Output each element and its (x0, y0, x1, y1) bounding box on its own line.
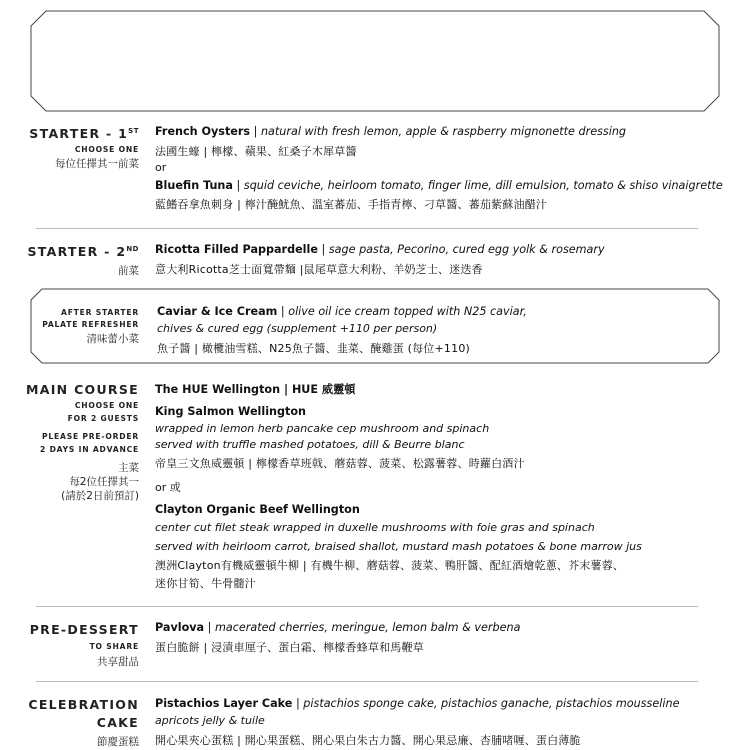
dish-name: French Oysters (155, 125, 251, 138)
dish-desc: natural with fresh lemon, apple & raspberry mignonette dressing (260, 125, 627, 138)
main-zh-3: (請於2日前預訂) (61, 490, 139, 502)
celebration-dish: Pistachios Layer Cake | pistachios sponge cake, pistachios ganache, pistachios mousseline (155, 697, 680, 710)
main-dish2-zh-1: 澳洲Clayton有機威靈頓牛柳 | 有機牛柳、蘑菇蓉、菠菜、鴨肝醬、配紅酒燴乾蔥、芥末薯蓉、 (155, 559, 625, 572)
divider (36, 606, 698, 607)
divider (36, 681, 698, 682)
starter2-dish: Ricotta Filled Pappardelle | sage pasta, Pecorino, cured egg yolk & rosemary (155, 243, 605, 256)
predessert-zh: 共享甜品 (97, 656, 139, 668)
predessert-sub: TO SHARE (89, 642, 139, 651)
dish-name: Bluefin Tuna (155, 179, 233, 192)
starter1-title: STARTER - 1ST (29, 126, 139, 141)
refresher-title-2: PALATE REFRESHER (42, 320, 139, 329)
celebration-zh: 節慶蛋糕 (97, 736, 139, 748)
main-dish2-desc-2: served with heirloom carrot, braised shallot, mustard mash potatoes & bone marrow jus (155, 540, 642, 553)
predessert-title: PRE-DESSERT (29, 622, 139, 637)
main-dish2-desc-1: center cut filet steak wrapped in duxelle mushrooms with foie gras and spinach (155, 521, 595, 534)
main-dish1-name: King Salmon Wellington (155, 405, 307, 418)
main-zh-1: 主菜 (118, 462, 139, 474)
main-title: MAIN COURSE (26, 382, 139, 397)
dish-desc: olive oil ice cream topped with N25 caviar, (288, 305, 527, 318)
starter1-dish1: French Oysters | natural with fresh lemon, apple & raspberry mignonette dressing (155, 125, 627, 138)
celebration-dish-zh: 開心果夾心蛋糕 | 開心果蛋糕、開心果白朱古力醬、開心果忌廉、杏脯啫喱、蛋白薄脆 (155, 734, 581, 747)
main-zh-2: 每2位任擇其一 (69, 476, 139, 488)
starter1-or: or (155, 161, 167, 174)
main-sub-1: CHOOSE ONE (74, 401, 139, 410)
refresher-dish-zh: 魚子醬 | 橄欖油雪糕、N25魚子醬、韭菜、醃雞蛋 (每位+110) (157, 342, 471, 355)
dish-desc: macerated cherries, meringue, lemon balm & verbena (215, 621, 521, 634)
starter1-dish2-zh: 藍鰭吞拿魚刺身 | 檸汁醃魷魚、溫室蕃茄、手指青檸、刁草醬、蕃茄紫蘇油醋汁 (155, 198, 548, 211)
refresher-desc-2: chives & cured egg (supplement +110 per person) (157, 322, 438, 335)
main-heading: The HUE Wellington | HUE 威靈頓 (155, 383, 356, 396)
main-sub-4: 2 DAYS IN ADVANCE (40, 445, 139, 454)
main-sub-2: FOR 2 GUESTS (67, 414, 139, 423)
dish-name: Pavlova (155, 621, 205, 634)
predessert-dish-zh: 蛋白脆餅 | 浸漬車厘子、蛋白霜、檸檬香蜂草和馬鞭草 (155, 641, 424, 654)
main-dish1-desc-1: wrapped in lemon herb pancake cep mushroom and spinach (155, 422, 490, 435)
starter1-zh: 每位任擇其一前菜 (55, 158, 139, 170)
main-sub-3: PLEASE PRE-ORDER (42, 432, 139, 441)
starter2-dish-zh: 意大利Ricotta芝士面寬帶麵 |鼠尾草意大利粉、羊奶芝士、迷迭香 (155, 263, 483, 276)
header-frame (30, 10, 720, 112)
starter1-dish2: Bluefin Tuna | squid ceviche, heirloom tomato, finger lime, dill emulsion, tomato & shiso vinaigrette (155, 179, 723, 192)
celebration-title-2: CAKE (96, 715, 139, 730)
starter2-zh: 前菜 (118, 265, 139, 277)
refresher-dish: Caviar & Ice Cream | olive oil ice cream topped with N25 caviar, (157, 305, 527, 318)
predessert-dish: Pavlova | macerated cherries, meringue, lemon balm & verbena (155, 621, 521, 634)
main-dish2-name: Clayton Organic Beef Wellington (155, 503, 360, 516)
dish-name: Pistachios Layer Cake (155, 697, 293, 710)
main-dish1-desc-2: served with truffle mashed potatoes, dill & Beurre blanc (155, 438, 465, 451)
starter1-sub: CHOOSE ONE (74, 145, 139, 154)
dish-name: Caviar & Ice Cream (157, 305, 278, 318)
starter1-dish1-zh: 法國生蠔 | 檸檬、蘋果、紅桑子木犀草醬 (155, 145, 357, 158)
starter2-title: STARTER - 2ND (27, 244, 139, 259)
refresher-title-1: AFTER STARTER (61, 308, 139, 317)
celebration-title-1: CELEBRATION (28, 697, 139, 712)
dish-desc: pistachios sponge cake, pistachios ganache, pistachios mousseline (303, 697, 680, 710)
refresher-zh: 清味蕾小菜 (86, 333, 139, 345)
dish-desc: squid ceviche, heirloom tomato, finger lime, dill emulsion, tomato & shiso vinaigrette (243, 179, 723, 192)
main-dish1-zh: 帝皇三文魚威靈頓 | 檸檬香草班戟、蘑菇蓉、菠菜、松露薯蓉、時蘿白酒汁 (155, 457, 525, 470)
main-dish2-zh-2: 迷你甘筍、牛骨髓汁 (155, 577, 256, 590)
divider (36, 228, 698, 229)
main-or: or 或 (155, 481, 181, 494)
dish-name: Ricotta Filled Pappardelle (155, 243, 318, 256)
celebration-desc-2: apricots jelly & tuile (155, 714, 265, 727)
dish-desc: sage pasta, Pecorino, cured egg yolk & rosemary (328, 243, 605, 256)
